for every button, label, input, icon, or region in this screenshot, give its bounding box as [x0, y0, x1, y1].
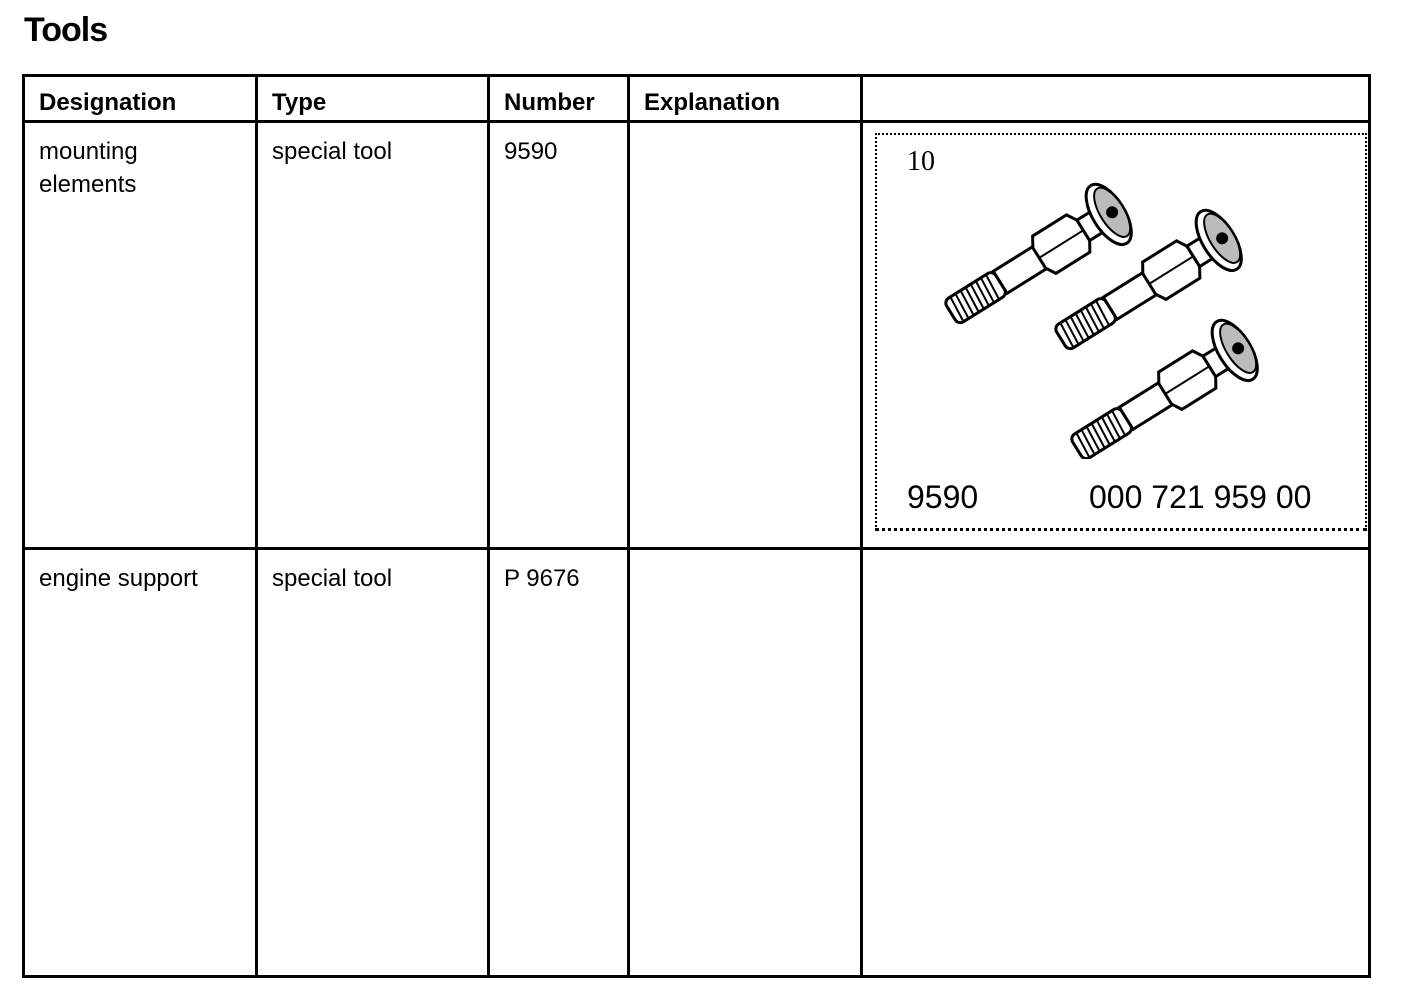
figure-part-number: 000 721 959 00: [1089, 479, 1312, 515]
cell-designation: mounting elements: [24, 122, 257, 549]
cell-explanation: [629, 549, 862, 977]
cell-type: special tool: [257, 122, 489, 549]
cell-designation: engine support: [24, 549, 257, 977]
tool-illustration: [875, 133, 1367, 531]
cell-number: P 9676: [489, 549, 629, 977]
cell-number: 9590: [489, 122, 629, 549]
header-illustration: [862, 76, 1370, 122]
page-title: Tools: [24, 11, 108, 49]
figure-number: 10: [907, 146, 935, 177]
cell-explanation: [629, 122, 862, 549]
figure-tool-number: 9590: [907, 479, 979, 515]
table-row: [24, 549, 1370, 977]
cell-type: special tool: [257, 549, 489, 977]
tools-table: [22, 74, 1371, 978]
table-header-row: [24, 76, 1370, 122]
header-number: Number: [489, 76, 629, 122]
table-row: [24, 122, 1370, 549]
header-explanation: Explanation: [629, 76, 862, 122]
cell-illustration: [862, 549, 1370, 977]
threaded-mounting-bolts-icon: [937, 159, 1337, 459]
cell-illustration: [862, 122, 1370, 549]
header-designation: Designation: [24, 76, 257, 122]
header-type: Type: [257, 76, 489, 122]
